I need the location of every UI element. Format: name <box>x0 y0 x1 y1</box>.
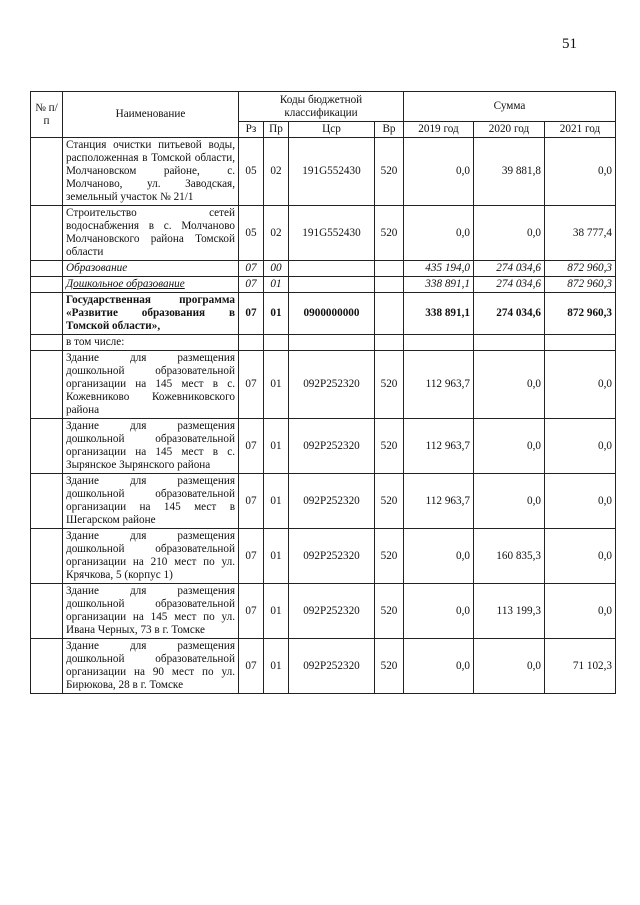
row-2021: 0,0 <box>545 138 616 206</box>
row-2021: 0,0 <box>545 584 616 639</box>
row-vr: 520 <box>375 584 404 639</box>
table-row <box>31 584 616 639</box>
row-2021: 872 960,3 <box>545 261 616 277</box>
row-2021: 0,0 <box>545 351 616 419</box>
row-rz: 07 <box>239 419 264 474</box>
table-row-program <box>31 293 616 335</box>
row-2019: 0,0 <box>404 138 474 206</box>
row-2020: 0,0 <box>474 639 545 694</box>
row-pr: 01 <box>264 419 289 474</box>
row-2020: 274 034,6 <box>474 277 545 293</box>
row-csr: 092P252320 <box>289 639 375 694</box>
row-vr: 520 <box>375 529 404 584</box>
row-pr: 01 <box>264 474 289 529</box>
row-2020: 0,0 <box>474 419 545 474</box>
header-vr: Вр <box>375 122 404 138</box>
row-csr: 191G552430 <box>289 138 375 206</box>
row-vr: 520 <box>375 419 404 474</box>
row-vr: 520 <box>375 474 404 529</box>
row-name: Станция очистки питьевой воды, расположенная в Томской области, Молчановском районе, с. Молчаново, ул. Заводская, земельный участок № 21/1 <box>63 138 239 206</box>
row-name: Здание для размещения дошкольной образовательной организации на 145 мест в с. Зырянское Зырянского района <box>63 419 239 474</box>
row-csr: 092P252320 <box>289 419 375 474</box>
table-row <box>31 138 616 206</box>
row-rz: 07 <box>239 293 264 335</box>
row-2021: 0,0 <box>545 529 616 584</box>
row-name: Строительство сетей водоснабжения в с. Молчаново Молчановского района Томской области <box>63 206 239 261</box>
row-name: Здание для размещения дошкольной образовательной организации на 145 мест в с. Кожевниково Кожевниковского района <box>63 351 239 419</box>
row-pr: 01 <box>264 277 289 293</box>
row-rz: 07 <box>239 639 264 694</box>
table-row <box>31 474 616 529</box>
row-csr: 092P252320 <box>289 584 375 639</box>
row-2019: 112 963,7 <box>404 419 474 474</box>
row-vr <box>375 261 404 277</box>
row-name: Здание для размещения дошкольной образовательной организации на 210 мест по ул. Крячкова, 5 (корпус 1) <box>63 529 239 584</box>
row-csr: 092P252320 <box>289 474 375 529</box>
row-2019: 0,0 <box>404 206 474 261</box>
table-row <box>31 419 616 474</box>
row-2019: 435 194,0 <box>404 261 474 277</box>
row-pr: 01 <box>264 639 289 694</box>
header-2019: 2019 год <box>404 122 474 138</box>
header-sum: Сумма <box>404 92 616 122</box>
table-row <box>31 351 616 419</box>
row-rz: 07 <box>239 529 264 584</box>
row-pr: 01 <box>264 529 289 584</box>
row-vr: 520 <box>375 639 404 694</box>
row-pr: 01 <box>264 351 289 419</box>
header-rz: Рз <box>239 122 264 138</box>
row-csr: 092P252320 <box>289 529 375 584</box>
table-row-subsection <box>31 277 616 293</box>
row-vr: 520 <box>375 206 404 261</box>
row-2019: 338 891,1 <box>404 293 474 335</box>
row-pr: 02 <box>264 138 289 206</box>
row-2021: 0,0 <box>545 474 616 529</box>
row-rz: 07 <box>239 474 264 529</box>
row-2020: 0,0 <box>474 474 545 529</box>
header-csr: Цср <box>289 122 375 138</box>
row-2021: 71 102,3 <box>545 639 616 694</box>
row-csr: 191G552430 <box>289 206 375 261</box>
row-2019: 112 963,7 <box>404 474 474 529</box>
row-2019: 0,0 <box>404 529 474 584</box>
row-2020: 274 034,6 <box>474 261 545 277</box>
row-name: в том числе: <box>63 335 239 351</box>
row-rz: 05 <box>239 206 264 261</box>
row-vr: 520 <box>375 351 404 419</box>
row-2020: 160 835,3 <box>474 529 545 584</box>
row-pr: 02 <box>264 206 289 261</box>
row-2020: 0,0 <box>474 206 545 261</box>
row-csr: 0900000000 <box>289 293 375 335</box>
row-2021: 0,0 <box>545 419 616 474</box>
row-csr <box>289 277 375 293</box>
header-2021: 2021 год <box>545 122 616 138</box>
row-name: Здание для размещения дошкольной образовательной организации на 90 мест по ул. Бирюкова, 28 в г. Томске <box>63 639 239 694</box>
table-row <box>31 529 616 584</box>
row-vr <box>375 277 404 293</box>
table-row <box>31 639 616 694</box>
row-vr: 520 <box>375 138 404 206</box>
row-pr: 01 <box>264 584 289 639</box>
row-2019: 112 963,7 <box>404 351 474 419</box>
row-rz: 07 <box>239 277 264 293</box>
row-rz: 07 <box>239 261 264 277</box>
row-csr: 092P252320 <box>289 351 375 419</box>
header-num: № п/п <box>31 92 63 138</box>
row-rz: 07 <box>239 584 264 639</box>
header-pr: Пр <box>264 122 289 138</box>
row-name: Здание для размещения дошкольной образовательной организации на 145 мест в Шегарском районе <box>63 474 239 529</box>
row-2019: 0,0 <box>404 639 474 694</box>
table-row-caption <box>31 335 616 351</box>
row-2020: 274 034,6 <box>474 293 545 335</box>
row-csr <box>289 261 375 277</box>
row-pr: 00 <box>264 261 289 277</box>
header-2020: 2020 год <box>474 122 545 138</box>
row-name: Здание для размещения дошкольной образовательной организации на 145 мест по ул. Ивана Черных, 73 в г. Томске <box>63 584 239 639</box>
row-2020: 39 881,8 <box>474 138 545 206</box>
header-name: Наименование <box>63 92 239 138</box>
row-rz: 05 <box>239 138 264 206</box>
row-2021: 38 777,4 <box>545 206 616 261</box>
page-number: 51 <box>562 36 577 52</box>
row-rz: 07 <box>239 351 264 419</box>
row-name: Дошкольное образование <box>63 277 239 293</box>
table-row-section <box>31 261 616 277</box>
row-2020: 113 199,3 <box>474 584 545 639</box>
row-2021: 872 960,3 <box>545 293 616 335</box>
row-name: Государственная программа «Развитие образования в Томской области», <box>63 293 239 335</box>
row-vr <box>375 293 404 335</box>
budget-table <box>30 91 616 694</box>
header-codes: Коды бюджетной классификации <box>239 92 404 122</box>
row-name: Образование <box>63 261 239 277</box>
row-2019: 338 891,1 <box>404 277 474 293</box>
row-2019: 0,0 <box>404 584 474 639</box>
row-2020: 0,0 <box>474 351 545 419</box>
row-pr: 01 <box>264 293 289 335</box>
row-2021: 872 960,3 <box>545 277 616 293</box>
table-row <box>31 206 616 261</box>
